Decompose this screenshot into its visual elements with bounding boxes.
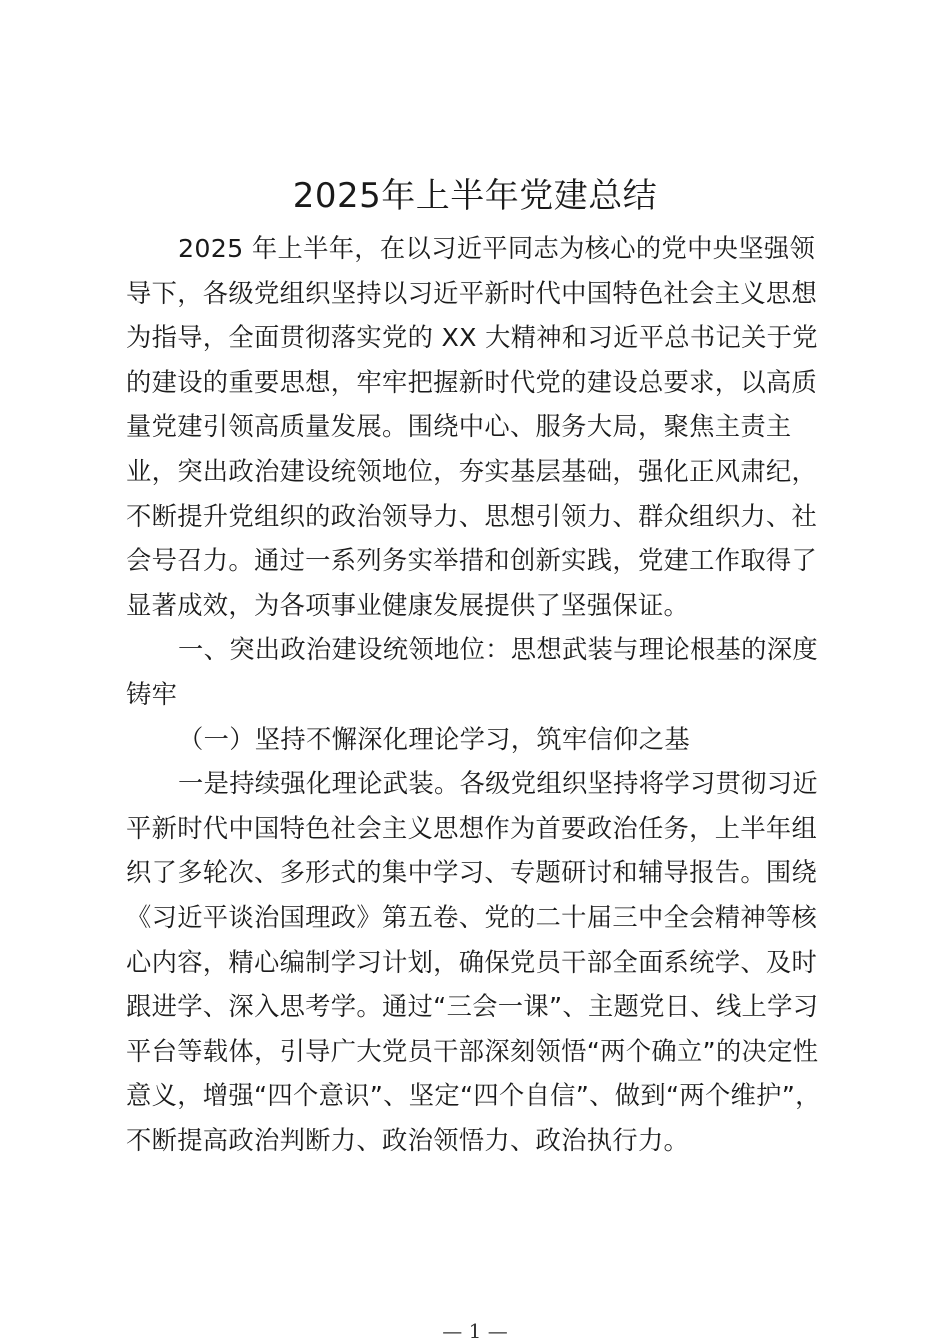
document-title: 2025年上半年党建总结 (292, 176, 658, 216)
text-line: 导下，各级党组织坚持以习近平新时代中国特色社会主义思想 (126, 278, 818, 308)
text-line: 量党建引领高质量发展。围绕中心、服务大局，聚焦主责主 (126, 412, 792, 442)
text-line: 显著成效，为各项事业健康发展提供了坚强保证。 (126, 590, 690, 620)
paragraph-theory-study (126, 762, 826, 1163)
document-body (126, 227, 826, 1163)
paragraph-intro (126, 227, 826, 628)
text-line: 不断提升党组织的政治领导力、思想引领力、群众组织力、社 (126, 501, 818, 531)
page-number: — 1 — (442, 1319, 508, 1343)
subsection-heading (126, 718, 826, 763)
text-line: 跟进学、深入思考学。通过“三会一课”、主题党日、线上学习 (126, 992, 819, 1022)
text-line: 心内容，精心编制学习计划，确保党员干部全面系统学、及时 (126, 947, 818, 977)
heading-line: 铸牢 (126, 679, 178, 709)
heading-line: （一）坚持不懈深化理论学习，筑牢信仰之基 (178, 724, 690, 754)
text-line: 的建设的重要思想，牢牢把握新时代党的建设总要求，以高质 (126, 367, 818, 397)
text-line: 织了多轮次、多形式的集中学习、专题研讨和辅导报告。围绕 (126, 858, 818, 888)
text-line: 平台等载体，引导广大党员干部深刻领悟“两个确立”的决定性 (126, 1036, 819, 1066)
text-line: 为指导，全面贯彻落实党的 XX 大精神和习近平总书记关于党 (126, 323, 818, 353)
text-line: 一是持续强化理论武装。各级党组织坚持将学习贯彻习近 (178, 769, 818, 799)
text-line: 会号召力。通过一系列务实举措和创新实践，党建工作取得了 (126, 546, 818, 576)
text-line: 平新时代中国特色社会主义思想作为首要政治任务，上半年组 (126, 813, 818, 843)
section-heading (126, 628, 826, 717)
text-line: 《习近平谈治国理政》第五卷、党的二十届三中全会精神等核 (126, 902, 818, 932)
text-line: 2025 年上半年，在以习近平同志为核心的党中央坚强领 (178, 234, 816, 263)
text-line: 不断提高政治判断力、政治领悟力、政治执行力。 (126, 1125, 690, 1155)
heading-line: 一、突出政治建设统领地位：思想武装与理论根基的深度 (178, 635, 818, 665)
text-line: 意义，增强“四个意识”、坚定“四个自信”、做到“两个维护”， (126, 1081, 821, 1111)
text-line: 业，突出政治建设统领地位，夯实基层基础，强化正风肃纪， (126, 456, 818, 486)
